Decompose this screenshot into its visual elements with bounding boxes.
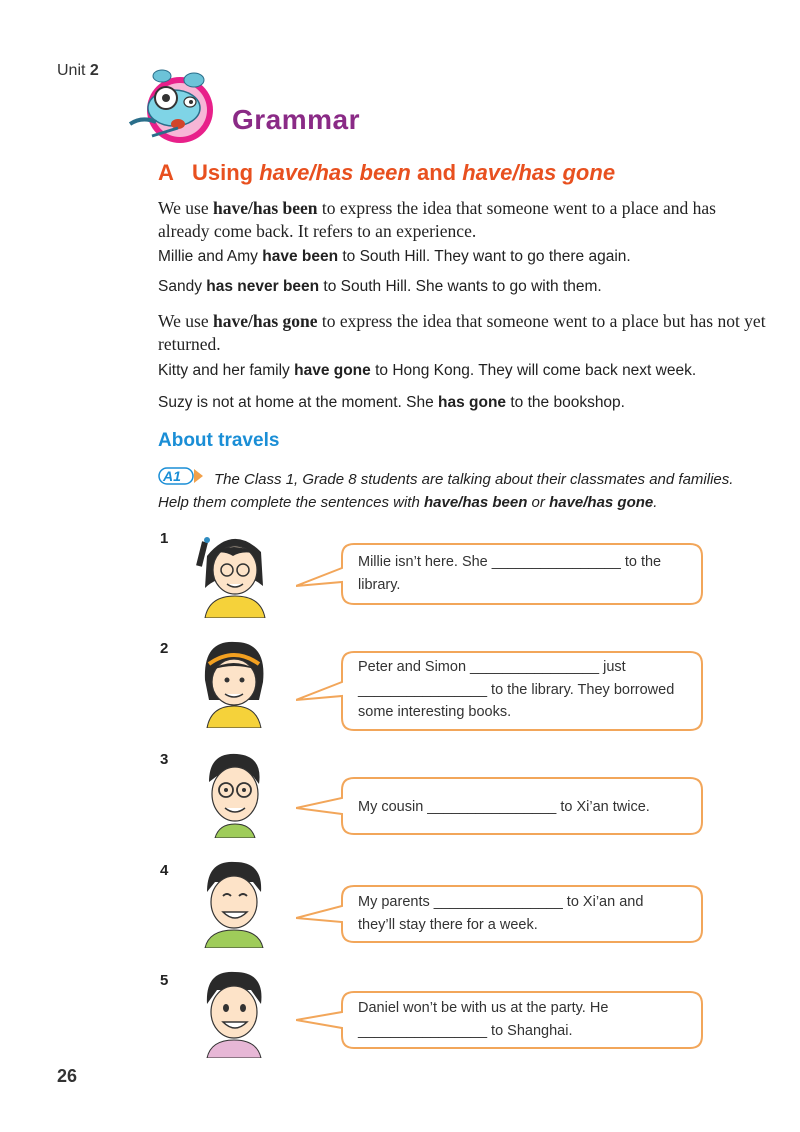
example-sentence: Kitty and her family have gone to Hong Kong. They will come back next week.	[158, 362, 697, 379]
item-number: 4	[160, 862, 169, 879]
unit-label: Unit 2	[57, 62, 99, 79]
item-number: 1	[160, 530, 169, 547]
speech-bubble	[296, 650, 706, 732]
example-sentence: Suzy is not at home at the moment. She has gone to the bookshop.	[158, 394, 625, 411]
item-number: 3	[160, 751, 169, 768]
speech-bubble	[296, 884, 706, 944]
item-number: 5	[160, 972, 169, 989]
item-number: 2	[160, 640, 169, 657]
section-letter: A	[158, 160, 174, 185]
boy-glasses-avatar-icon	[193, 746, 273, 838]
boy-daniel-avatar-icon	[193, 966, 273, 1058]
girl-amy-avatar-icon	[193, 636, 273, 728]
boy-smiling-avatar-icon	[193, 856, 273, 948]
dog-mascot-icon	[122, 66, 230, 146]
girl-millie-avatar-icon	[193, 526, 273, 618]
section-title: Grammar	[232, 104, 361, 135]
bubble-text: Daniel won’t be with us at the party. He ________________ to Shanghai.	[358, 1000, 609, 1039]
page-number: 26	[57, 1066, 78, 1086]
bubble-text: Peter and Simon ________________ just ________________ to the library. They borrowed some interesting books.	[358, 659, 675, 720]
grammar-topic-title: Using have/has been and have/has gone	[192, 160, 616, 185]
rule-have-gone: We use have/has gone to express the idea that someone went to a place but has not yet returned.	[158, 311, 766, 354]
activity-instruction: The Class 1, Grade 8 students are talking about their classmates and families. Help them complete the sentences with have/has been or have/has gone.	[158, 471, 734, 511]
bubble-text: My parents ________________ to Xi’an and they’ll stay there for a week.	[358, 894, 644, 933]
speech-bubble	[296, 776, 706, 836]
activity-badge-label: A1	[163, 468, 181, 484]
activity-subheading: About travels	[158, 430, 280, 451]
example-sentence: Millie and Amy have been to South Hill. They want to go there again.	[158, 248, 631, 265]
example-sentence: Sandy has never been to South Hill. She wants to go with them.	[158, 278, 602, 295]
speech-bubble	[296, 542, 706, 606]
speech-bubble	[296, 990, 706, 1050]
bubble-text: My cousin ________________ to Xi’an twice.	[358, 799, 650, 815]
bubble-text: Millie isn’t here. She ________________ to the library.	[358, 554, 662, 593]
rule-have-been: We use have/has been to express the idea that someone went to a place and has already come back. It refers to an experience.	[158, 198, 716, 241]
